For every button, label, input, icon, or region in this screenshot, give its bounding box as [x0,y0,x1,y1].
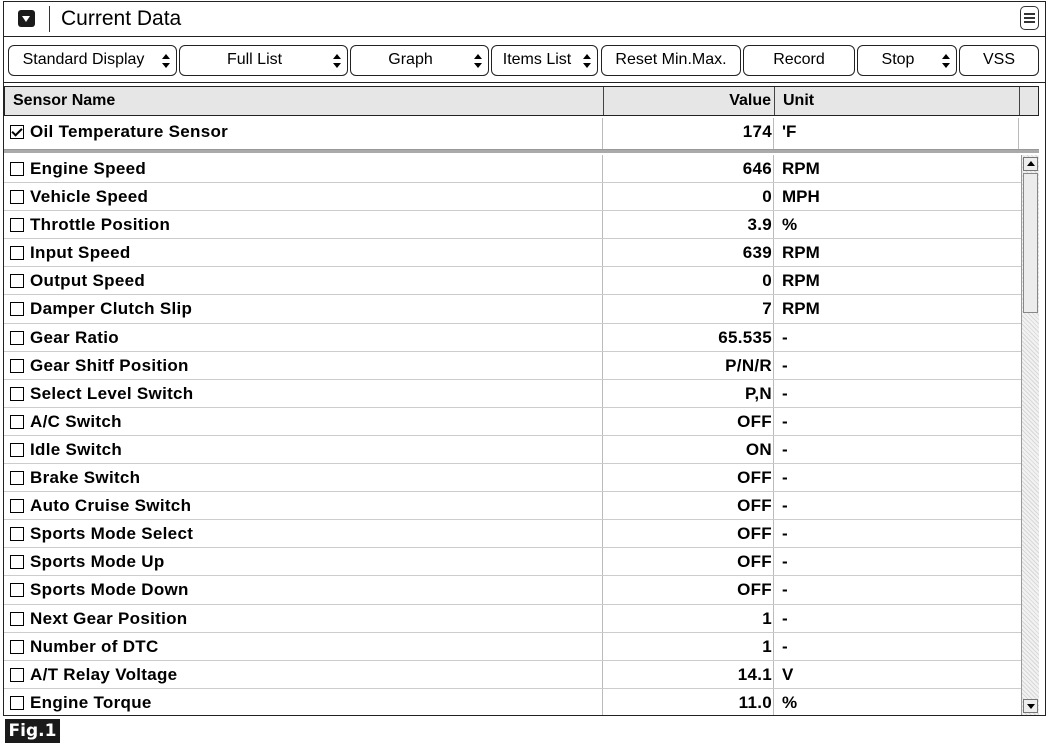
checkbox-unchecked[interactable] [10,499,24,513]
sensor-value: 0 [762,187,772,207]
toolbar [4,42,1045,83]
sensor-name: Sports Mode Down [30,580,189,600]
column-divider [602,324,603,351]
sensor-unit: - [782,468,788,488]
column-divider [773,211,774,238]
column-divider [602,183,603,210]
scroll-up-icon[interactable] [1023,157,1038,171]
table-row[interactable] [4,548,1021,576]
title-divider [49,6,50,32]
sensor-value: 14.1 [737,664,772,684]
table-row[interactable] [4,633,1021,661]
sensor-name: Engine Torque [30,692,152,712]
pinned-divider[interactable] [4,150,1039,153]
column-divider [602,118,603,149]
column-divider [602,548,603,575]
sensor-value: 174 [742,122,772,141]
table-row[interactable] [4,295,1021,323]
standard-display-label: Standard Display [22,51,145,68]
sensor-unit: - [782,552,788,572]
vss-button[interactable] [959,45,1039,76]
sensor-name: Gear Ratio [30,327,119,347]
sensor-value: 3.9 [747,215,772,235]
column-divider [773,548,774,575]
column-divider [773,408,774,435]
sensor-unit: - [782,383,788,403]
column-divider [773,155,774,182]
items-list-dropdown[interactable] [491,45,598,76]
checkbox-unchecked[interactable] [10,527,24,541]
column-divider [602,380,603,407]
items-list-label: Items List [502,51,572,68]
column-divider [602,661,603,688]
sensor-value: OFF [737,524,772,544]
checkbox-unchecked[interactable] [10,555,24,569]
sensor-unit: RPM [782,159,820,178]
sensor-list [4,155,1021,715]
checkbox-unchecked[interactable] [10,415,24,429]
scrollbar-thumb[interactable] [1023,173,1038,313]
sensor-name: Vehicle Speed [30,187,149,207]
checkbox-unchecked[interactable] [10,274,24,288]
sensor-unit: RPM [782,299,820,319]
sensor-value: OFF [737,552,772,572]
sensor-value: OFF [737,496,772,516]
checkbox-unchecked[interactable] [10,246,24,260]
column-divider [773,380,774,407]
sensor-unit: - [782,580,788,600]
sensor-unit: RPM [782,271,820,291]
dropdown-arrows-icon [474,54,482,68]
full-list-dropdown[interactable] [179,45,348,76]
column-divider [773,239,774,266]
dropdown-arrows-icon [583,54,591,68]
column-divider [602,436,603,463]
column-divider [602,464,603,491]
column-divider [602,267,603,294]
graph-dropdown[interactable] [350,45,489,76]
checkbox-unchecked[interactable] [10,443,24,457]
column-divider [602,689,603,715]
checkbox-unchecked[interactable] [10,162,24,176]
table-row[interactable] [4,436,1021,464]
sensor-unit: 'F [782,122,797,141]
table-row[interactable] [4,324,1021,352]
sensor-value: 0 [762,271,772,291]
pinned-sensor-row[interactable] [4,118,1039,150]
column-divider [773,352,774,379]
table-row[interactable] [4,211,1021,239]
table-row[interactable] [4,492,1021,520]
sensor-value: OFF [737,580,772,600]
record-label: Record [773,51,825,68]
checkbox-unchecked[interactable] [10,612,24,626]
dropdown-arrows-icon [162,54,170,68]
table-row[interactable] [4,605,1021,633]
sensor-value: ON [745,439,772,459]
table-row[interactable] [4,520,1021,548]
dropdown-arrows-icon [333,54,341,68]
checkbox-checked[interactable] [10,125,24,139]
sensor-name: Input Speed [30,243,131,263]
sensor-unit: - [782,608,788,628]
column-divider [602,239,603,266]
table-row[interactable] [4,239,1021,267]
graph-label: Graph [388,51,433,68]
checkbox-unchecked[interactable] [10,331,24,345]
table-row[interactable] [4,380,1021,408]
checkbox-unchecked[interactable] [10,387,24,401]
sensor-value: P/N/R [725,355,772,375]
column-divider [773,605,774,632]
sensor-value: OFF [737,411,772,431]
title-bar [4,2,1045,37]
column-divider [602,576,603,603]
column-divider [1019,87,1020,115]
column-divider [602,155,603,182]
checkbox-unchecked[interactable] [10,218,24,232]
column-divider [773,436,774,463]
full-list-label: Full List [226,51,283,68]
stop-dropdown[interactable] [857,45,957,76]
collapse-icon[interactable] [18,10,35,27]
sensor-name: A/C Switch [30,411,122,431]
reset-min-max-label: Reset Min.Max. [615,51,727,68]
sensor-unit: - [782,496,788,516]
sensor-name: Auto Cruise Switch [30,496,192,516]
column-divider [602,352,603,379]
sensor-value: 646 [742,159,772,178]
column-divider [1018,118,1019,149]
checkbox-unchecked[interactable] [10,583,24,597]
table-row[interactable] [4,183,1021,211]
table-row[interactable] [4,408,1021,436]
sensor-name-header[interactable]: Sensor Name [13,92,116,109]
sensor-name: Select Level Switch [30,383,194,403]
sensor-name: Throttle Position [30,215,171,235]
table-row[interactable] [4,689,1021,715]
sensor-name: Engine Speed [30,159,147,178]
sensor-name: Sports Mode Select [30,524,194,544]
column-divider [773,520,774,547]
table-row[interactable] [4,576,1021,604]
sensor-name: Gear Shitf Position [30,355,189,375]
column-divider [773,267,774,294]
reset-min-max-button[interactable] [601,45,741,76]
checkbox-unchecked[interactable] [10,359,24,373]
sensor-name: A/T Relay Voltage [30,664,178,684]
sensor-value: P,N [744,383,772,403]
sensor-unit: - [782,524,788,544]
sensor-unit: V [782,664,794,684]
sensor-unit: - [782,355,788,375]
panel-title: Current Data [61,7,182,30]
checkbox-unchecked[interactable] [10,471,24,485]
sensor-value: 639 [742,243,772,263]
vss-label: VSS [982,51,1015,68]
menu-icon[interactable] [1020,6,1039,30]
record-button[interactable] [743,45,855,76]
value-header[interactable]: Value [729,92,771,109]
sensor-unit: RPM [782,243,820,263]
sensor-name: Number of DTC [30,636,159,656]
checkbox-unchecked[interactable] [10,640,24,654]
sensor-value: 1 [762,636,772,656]
unit-header[interactable]: Unit [783,92,815,109]
vertical-scrollbar[interactable] [1021,155,1039,715]
sensor-unit: - [782,439,788,459]
sensor-name: Oil Temperature Sensor [30,122,229,141]
column-divider [602,408,603,435]
figure-label: Fig.1 [5,719,60,743]
column-divider [773,492,774,519]
checkbox-unchecked[interactable] [10,302,24,316]
table-row[interactable] [4,267,1021,295]
sensor-value: 65.535 [718,327,772,347]
table-row[interactable] [4,352,1021,380]
checkbox-unchecked[interactable] [10,190,24,204]
column-divider [773,633,774,660]
column-divider [602,605,603,632]
column-divider [603,87,604,115]
scroll-down-icon[interactable] [1023,699,1038,713]
checkbox-unchecked[interactable] [10,668,24,682]
column-divider [602,492,603,519]
column-divider [773,576,774,603]
sensor-value: 1 [762,608,772,628]
table-row[interactable] [4,155,1021,183]
sensor-name: Output Speed [30,271,146,291]
sensor-unit: - [782,411,788,431]
stop-label: Stop [881,51,915,68]
checkbox-unchecked[interactable] [10,696,24,710]
column-divider [602,211,603,238]
column-divider [602,633,603,660]
sensor-name: Damper Clutch Slip [30,299,193,319]
column-divider [773,183,774,210]
column-divider [773,689,774,715]
sensor-unit: MPH [782,187,820,207]
column-divider [773,324,774,351]
column-divider [773,464,774,491]
column-divider [602,295,603,322]
column-divider [773,661,774,688]
column-divider [773,295,774,322]
sensor-name: Idle Switch [30,439,123,459]
sensor-value: 7 [762,299,772,319]
sensor-name: Next Gear Position [30,608,188,628]
sensor-name: Sports Mode Up [30,552,165,572]
standard-display-dropdown[interactable] [8,45,177,76]
dropdown-arrows-icon [942,54,950,68]
sensor-unit: % [782,692,798,712]
column-divider [774,87,775,115]
sensor-unit: - [782,327,788,347]
sensor-value: OFF [737,468,772,488]
sensor-name: Brake Switch [30,468,141,488]
sensor-unit: % [782,215,798,235]
table-header [4,86,1039,116]
sensor-unit: - [782,636,788,656]
table-row[interactable] [4,661,1021,689]
sensor-value: 11.0 [738,692,772,712]
column-divider [602,520,603,547]
column-divider [773,118,774,149]
table-row[interactable] [4,464,1021,492]
